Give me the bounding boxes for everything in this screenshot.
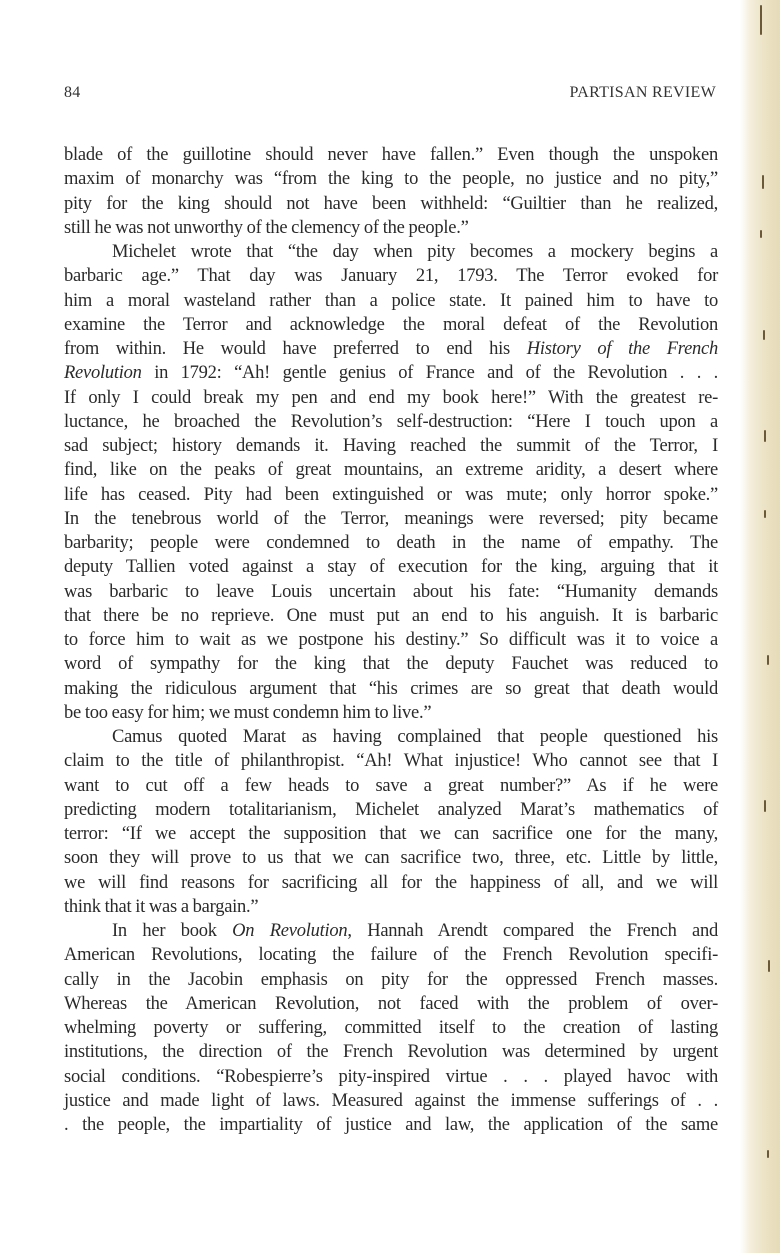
text-line: [64, 458, 718, 482]
text-line: [64, 1065, 718, 1089]
text-line: [64, 774, 718, 798]
text-line: [64, 264, 718, 288]
italic-title: History of the French: [526, 339, 718, 359]
text-line: [64, 1040, 718, 1064]
text-segment: barbaric age.” That day was January 21, 1793. The Terror evoked for: [64, 266, 718, 287]
italic-title: On Revolution: [232, 921, 348, 941]
text-line: [64, 749, 718, 773]
text-segment: , Hannah Arendt compared the French and: [347, 921, 718, 941]
text-line: [64, 798, 718, 822]
text-segment: examine the Terror and acknowledge the moral defeat of the Revolution: [64, 314, 718, 335]
text-segment: to force him to wait as we postpone his destiny.” So difficult was it to voice a: [64, 630, 718, 650]
text-segment: luctance, he broached the Revolution’s self-destruction: “Here I touch upon a: [64, 411, 718, 432]
text-line: [64, 216, 718, 240]
text-line: [64, 701, 718, 725]
text-segment: If only I could break my pen and end my book here!” With the greatest re-: [64, 387, 718, 408]
text-line: [64, 1016, 718, 1040]
text-segment: barbarity; people were condemned to death in the name of empathy. The: [64, 533, 718, 553]
text-segment: life has ceased. Pity had been extinguished or was mute; only horror spoke.”: [64, 484, 718, 505]
text-segment: him a moral wasteland rather than a police state. It pained him to have to: [64, 290, 718, 311]
text-line: [64, 167, 718, 191]
text-segment: institutions, the direction of the French Revolution was determined by urgent: [64, 1042, 718, 1063]
text-line: [64, 652, 718, 676]
text-segment: from within. He would have preferred to end his: [64, 339, 527, 359]
text-segment: Michelet wrote that “the day when pity becomes a mockery begins a: [112, 242, 718, 262]
text-line: [64, 580, 718, 604]
text-line: [64, 313, 718, 337]
text-segment: soon they will prove to us that we can sacrifice two, three, etc. Little by little,: [64, 848, 718, 869]
text-line: [64, 943, 718, 967]
text-line: [64, 1089, 718, 1113]
text-line: [64, 507, 718, 531]
text-line: [64, 604, 718, 628]
text-segment: maxim of monarchy was “from the king to the people, no justice and no pity,”: [64, 169, 718, 190]
text-segment: word of sympathy for the king that the deputy Fauchet was reduced to: [64, 654, 718, 675]
text-line: [64, 628, 718, 652]
text-segment: we will find reasons for sacrificing all for the happiness of all, and we will: [64, 872, 718, 893]
text-segment: American Revolutions, locating the failure of the French Revolution specifi-: [64, 945, 718, 966]
text-segment: think that it was a bargain.”: [64, 896, 259, 917]
text-line: [64, 434, 718, 458]
text-line: [64, 192, 718, 216]
text-line: [64, 361, 718, 385]
text-line: [64, 919, 718, 943]
text-line: [64, 822, 718, 846]
text-segment: . the people, the impartiality of justice and law, the application of the same: [64, 1115, 718, 1135]
text-line: [64, 846, 718, 870]
text-segment: Whereas the American Revolution, not faced with the problem of over-: [64, 993, 718, 1014]
text-segment: making the ridiculous argument that “his crimes are so great that death would: [64, 678, 718, 699]
text-line: [64, 968, 718, 992]
text-line: [64, 410, 718, 434]
text-segment: that there be no reprieve. One must put an end to his anguish. It is barbaric: [64, 605, 718, 626]
text-line: [64, 992, 718, 1016]
text-line: [64, 337, 718, 361]
text-segment: sad subject; history demands it. Having reached the summit of the Terror, I: [64, 436, 718, 456]
text-segment: still he was not unworthy of the clemency of the people.”: [64, 217, 469, 238]
text-segment: cally in the Jacobin emphasis on pity for the oppressed French masses.: [64, 969, 718, 990]
text-line: [64, 871, 718, 895]
text-segment: be too easy for him; we must condemn him to live.”: [64, 702, 432, 723]
text-line: [64, 531, 718, 555]
text-line: [64, 725, 718, 749]
text-segment: In her book: [112, 921, 233, 941]
text-segment: Camus quoted Marat as having complained that people questioned his: [112, 727, 718, 747]
running-head: PARTISAN REVIEW: [569, 84, 716, 101]
text-segment: predicting modern totalitarianism, Michelet analyzed Marat’s mathematics of: [64, 799, 718, 820]
text-segment: was barbaric to leave Louis uncertain about his fate: “Humanity demands: [64, 581, 718, 602]
page-number: 84: [64, 84, 81, 101]
text-line: [64, 289, 718, 313]
text-line: [64, 1113, 718, 1137]
text-line: [64, 677, 718, 701]
text-line: [64, 555, 718, 579]
body-text: [64, 143, 718, 1137]
text-segment: find, like on the peaks of great mountains, an extreme aridity, a desert where: [64, 460, 718, 481]
text-line: [64, 240, 718, 264]
text-segment: in 1792: “Ah! gentle genius of France and of the Revolution . . .: [141, 363, 718, 384]
text-segment: social conditions. “Robespierre’s pity-inspired virtue . . . played havoc with: [64, 1066, 718, 1087]
text-segment: blade of the guillotine should never have fallen.” Even though the unspoken: [64, 145, 718, 165]
text-line: [64, 143, 718, 167]
text-segment: want to cut off a few heads to save a great number?” As if he were: [64, 775, 718, 796]
text-segment: claim to the title of philanthropist. “Ah! What injustice! Who cannot see that I: [64, 751, 718, 772]
text-segment: whelming poverty or suffering, committed itself to the creation of lasting: [64, 1018, 718, 1038]
text-line: [64, 483, 718, 507]
text-segment: In the tenebrous world of the Terror, meanings were reversed; pity became: [64, 508, 718, 529]
text-segment: terror: “If we accept the supposition that we can sacrifice one for the many,: [64, 824, 718, 844]
italic-title: Revolution: [64, 363, 142, 384]
text-line: [64, 386, 718, 410]
text-segment: pity for the king should not have been withheld: “Guiltier than he realized,: [64, 193, 718, 214]
text-segment: justice and made light of laws. Measured against the immense sufferings of . .: [64, 1090, 718, 1111]
text-line: [64, 895, 718, 919]
text-segment: deputy Tallien voted against a stay of execution for the king, arguing that it: [64, 557, 718, 578]
page-binding-edge: [740, 0, 780, 1253]
